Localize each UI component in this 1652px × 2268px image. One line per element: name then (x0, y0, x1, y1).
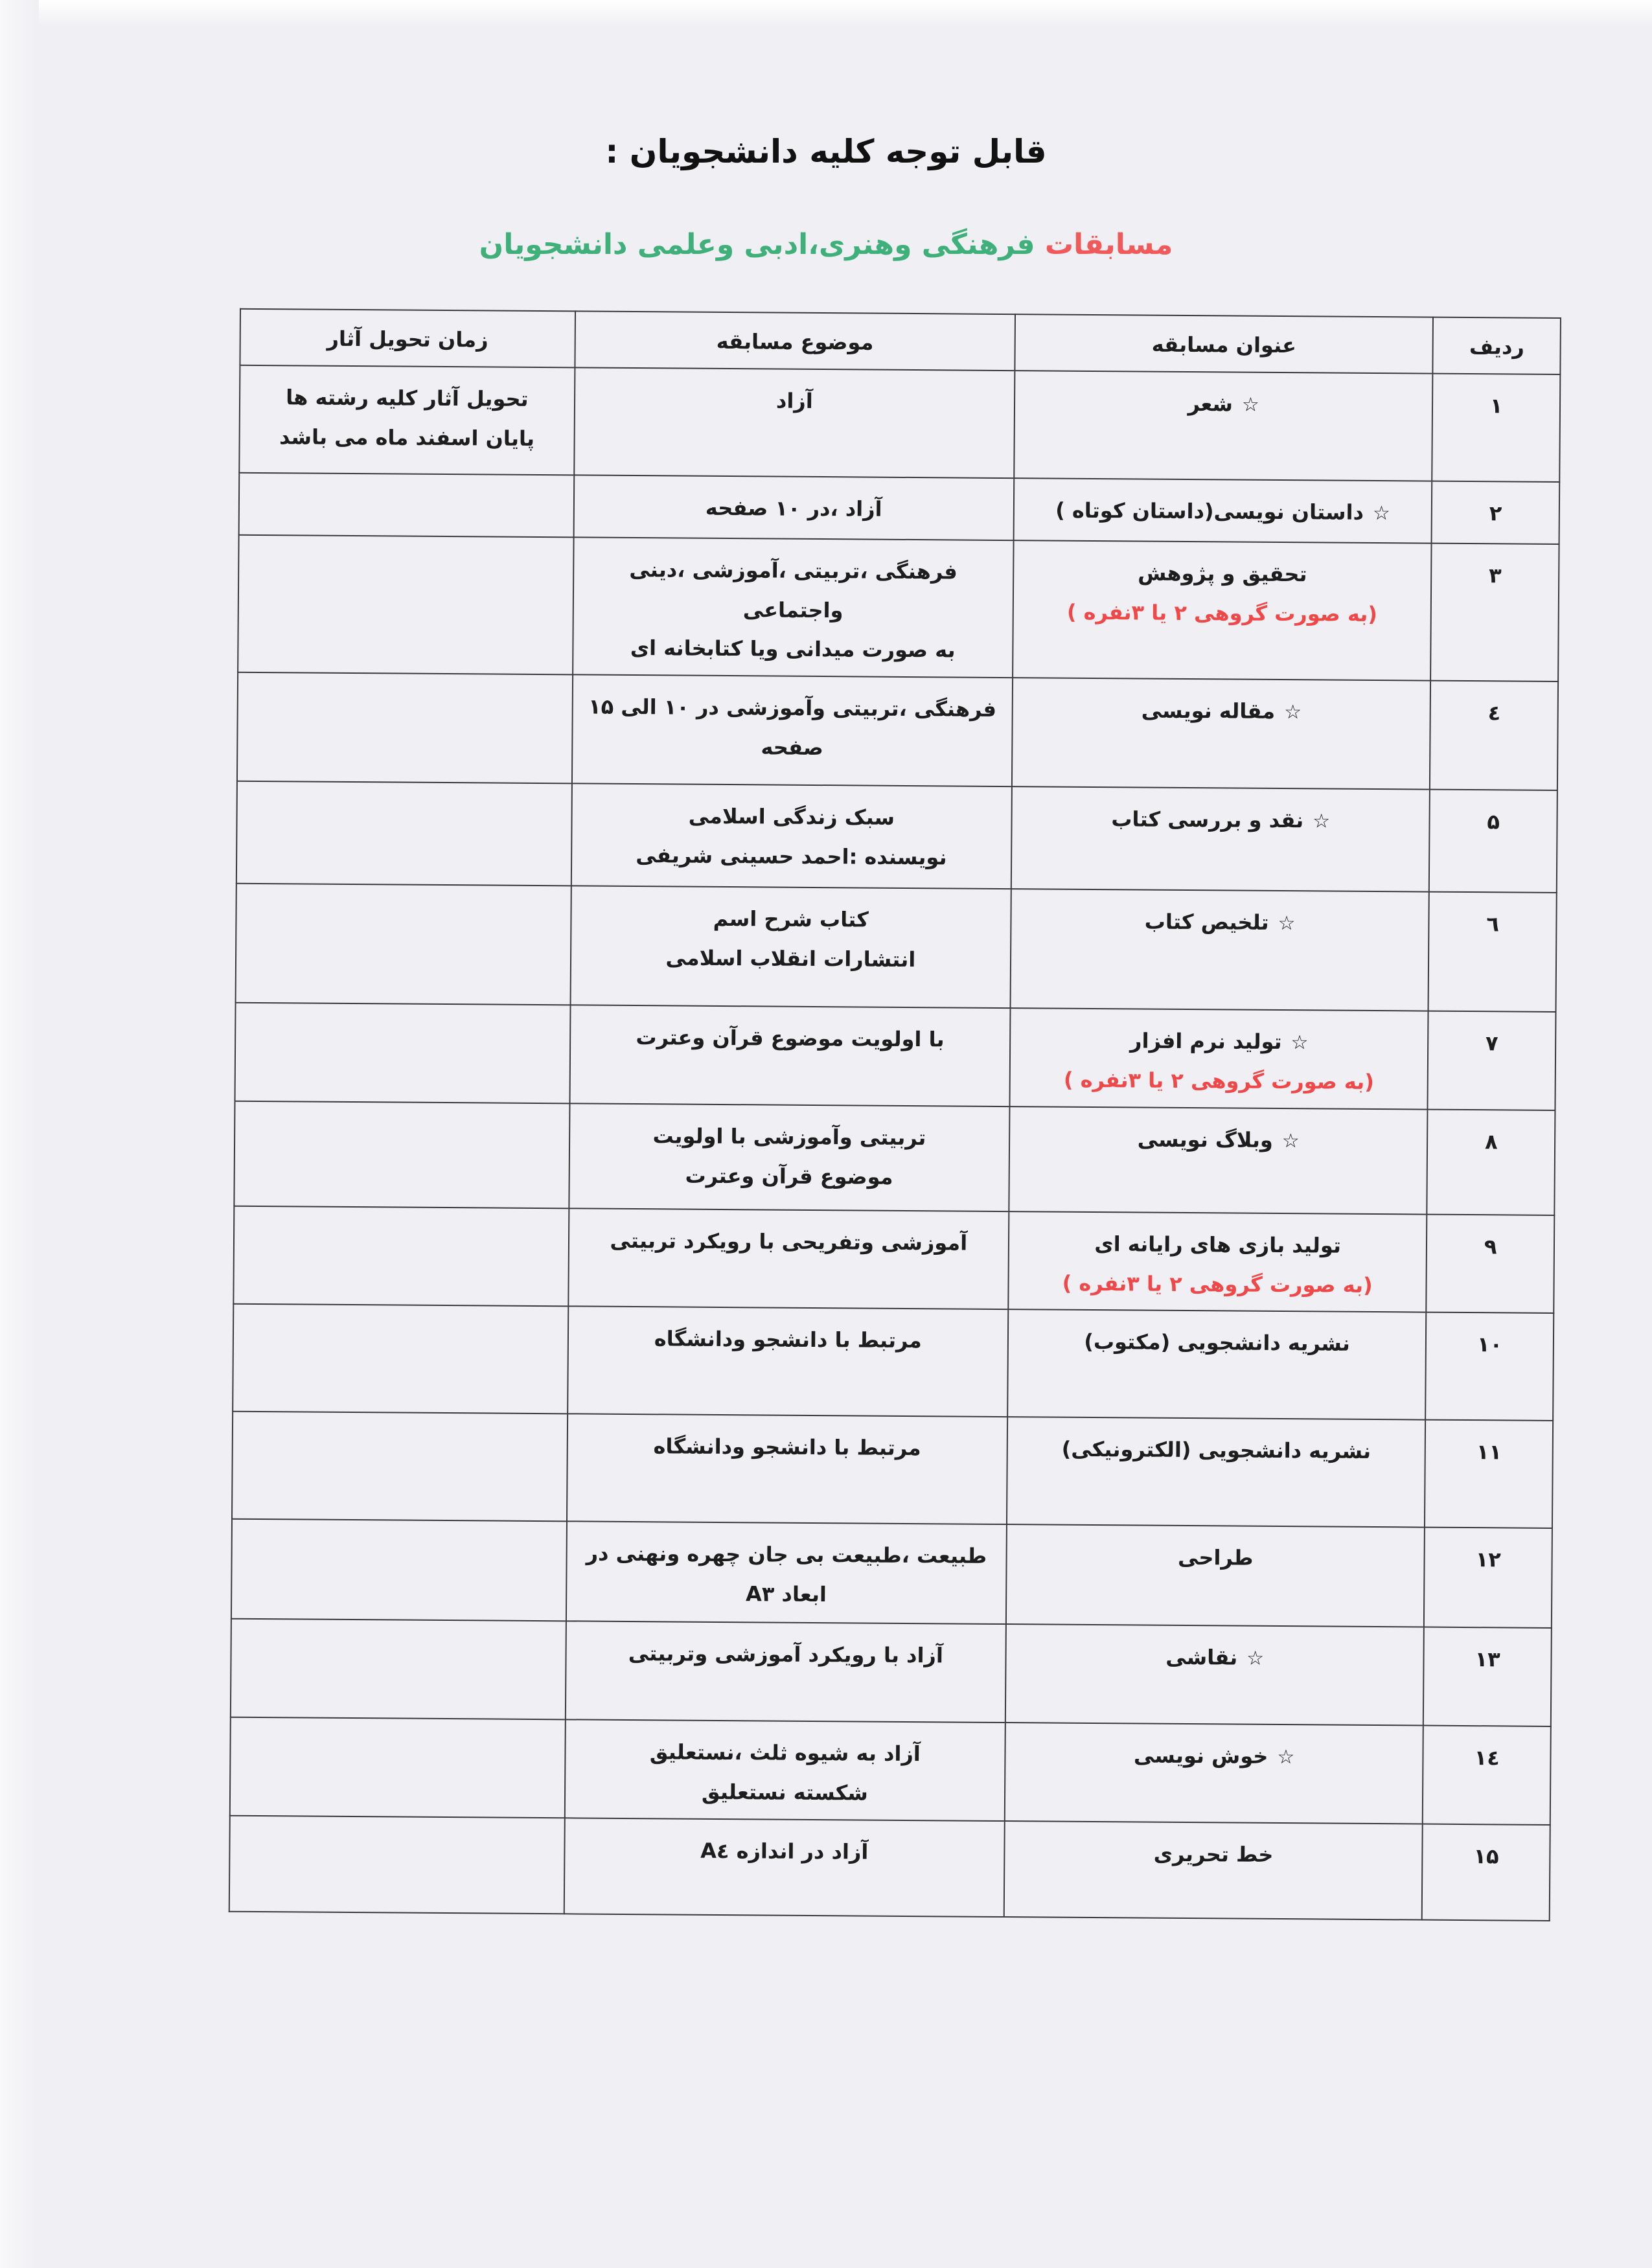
header-delivery: زمان تحویل آثار (240, 309, 575, 367)
delivery-cell (236, 781, 572, 886)
topic-line-2: صفحه (761, 735, 823, 761)
star-icon: ☆ (1281, 1129, 1300, 1152)
topic-line-1: آزاد در اندازه A٤ (700, 1838, 869, 1864)
contest-title-cell (1009, 1106, 1428, 1215)
contest-title-line (1014, 1833, 1413, 1875)
contest-title-cell (1009, 1008, 1428, 1109)
contest-title-cell (1008, 1211, 1427, 1312)
table-row (233, 1206, 1554, 1314)
contest-title-cell (1007, 1309, 1427, 1420)
contest-title: تحقیق و پژوهش (1138, 560, 1307, 587)
contest-title: نشریه دانشجویی (الکترونیکی) (1061, 1437, 1371, 1464)
star-icon: ☆ (1291, 1031, 1309, 1055)
group-note: (به صورت گروهی ۲ یا ۳نفره ) (1066, 599, 1378, 626)
topic-line-1: آزاد به شیوه ثلث ،نستعلیق (649, 1739, 921, 1767)
delivery-cell (229, 1816, 565, 1914)
delivery-cell (232, 1412, 568, 1522)
table-row (237, 672, 1558, 790)
row-number: ۱۲ (1424, 1528, 1552, 1628)
contest-topic-cell (570, 886, 1011, 1009)
contest-title: مقاله نویسی (1141, 698, 1276, 724)
page-heading: قابل توجه کلیه دانشجویان : (605, 133, 1047, 170)
header-topic: موضوع مسابقه (575, 311, 1015, 371)
delivery-cell (231, 1619, 566, 1720)
topic-line-1: مرتبط با دانشجو ودانشگاه (654, 1326, 922, 1353)
contest-title-line (1018, 1322, 1417, 1364)
topic-line-2: نویسنده :احمد حسینی شریفی (636, 843, 947, 870)
contest-table (229, 308, 1561, 1921)
table-row (236, 884, 1557, 1012)
contest-title: شعر (1187, 391, 1233, 417)
contest-title-cell (1014, 371, 1433, 481)
header-row-no: ردیف (1433, 317, 1561, 374)
contest-title-cell (1013, 540, 1432, 681)
star-icon: ☆ (1284, 701, 1302, 724)
table-row (233, 1304, 1554, 1421)
page-top-edge (0, 0, 1652, 26)
contest-title-cell (1004, 1821, 1423, 1920)
topic-line-1: آزاد با رویکرد آموزشی وتربیتی (628, 1641, 944, 1668)
topic-line-2: ابعاد A۳ (745, 1581, 827, 1607)
delivery-cell (231, 1519, 567, 1621)
delivery-cell (239, 473, 574, 538)
table-row (235, 1003, 1556, 1110)
contest-title: طراحی (1177, 1545, 1254, 1571)
delivery-cell (239, 365, 575, 475)
topic-line-1: با اولویت موضوع قرآن وعترت (636, 1025, 945, 1052)
contest-topic-cell (565, 1720, 1005, 1821)
contest-topic-cell (574, 367, 1015, 478)
contest-topic-cell (567, 1414, 1007, 1525)
contest-topic-cell (568, 1307, 1008, 1417)
contest-title: نشریه دانشجویی (مکتوب) (1084, 1329, 1351, 1357)
topic-line-1: آزاد (775, 388, 813, 413)
contest-title: داستان نویسی(داستان کوتاه ) (1055, 498, 1364, 525)
star-icon: ☆ (1277, 1746, 1295, 1769)
topic-line-2: موضوع قرآن وعترت (685, 1163, 893, 1189)
row-number: ۱۳ (1423, 1627, 1552, 1726)
contest-title: نقاشی (1165, 1645, 1238, 1670)
star-icon: ☆ (1278, 912, 1296, 935)
row-number: ۳ (1430, 543, 1559, 682)
contest-topic-cell (573, 475, 1014, 540)
delivery-note-line-1: تحویل آثار کلیه رشته ها (286, 385, 529, 411)
contest-title-line (1019, 1119, 1418, 1161)
contest-topic-cell (566, 1522, 1007, 1625)
row-number: ۱۵ (1422, 1824, 1550, 1921)
row-number: ۱۱ (1425, 1420, 1553, 1528)
contest-title-line (1024, 383, 1423, 425)
table-row (229, 1816, 1550, 1921)
row-number: ٦ (1428, 892, 1557, 1012)
topic-line-1: تربیتی وآموزشی با اولویت (652, 1123, 926, 1150)
topic-line-1: مرتبط با دانشجو ودانشگاه (653, 1434, 921, 1461)
contest-title-line (1022, 690, 1421, 732)
contest-title: خط تحریری (1153, 1841, 1274, 1867)
contest-title-line (1015, 1637, 1414, 1679)
contest-title-cell (1005, 1723, 1424, 1824)
delivery-cell (230, 1717, 566, 1818)
page-subheading (0, 228, 1652, 261)
contest-title-cell (1006, 1524, 1425, 1627)
star-icon: ☆ (1313, 810, 1331, 833)
contest-topic-cell (569, 1005, 1010, 1106)
group-note: (به صورت گروهی ۲ یا ۳نفره ) (1062, 1270, 1373, 1298)
contest-title: تولید بازی های رایانه ای (1094, 1231, 1342, 1258)
row-number: ۹ (1427, 1214, 1555, 1313)
row-number: ۱۰ (1426, 1312, 1554, 1421)
table-row (238, 535, 1559, 682)
topic-line-1: آزاد ،در ۱۰ صفحه (705, 495, 882, 521)
contest-title-cell (1013, 478, 1432, 544)
contest-title-line (1015, 1735, 1414, 1778)
contest-title-cell (1005, 1624, 1425, 1726)
contest-topic-cell (569, 1103, 1009, 1211)
topic-line-1: فرهنگی ،تربیتی ،آموزشی ،دینی واجتماعی (629, 556, 958, 623)
star-icon: ☆ (1372, 501, 1391, 525)
star-icon: ☆ (1241, 393, 1259, 417)
delivery-cell (237, 672, 573, 784)
row-number: ۵ (1429, 790, 1557, 893)
topic-line-1: آموزشی وتفریحی با رویکرد تربیتی (610, 1228, 968, 1255)
topic-line-2: شکسته نستعلیق (701, 1779, 868, 1805)
delivery-cell (233, 1304, 568, 1414)
table-row (230, 1717, 1551, 1825)
topic-line-1: فرهنگی ،تربیتی وآموزشی در ۱۰ الی ۱۵ (588, 694, 997, 722)
table-row (231, 1519, 1552, 1628)
contest-topic-cell (566, 1621, 1006, 1723)
contest-topic-cell (564, 1818, 1004, 1917)
row-number: ۷ (1428, 1011, 1556, 1110)
contest-title-line (1020, 1020, 1419, 1062)
contest-title-cell (1012, 678, 1431, 790)
contest-topic-cell (572, 675, 1013, 787)
subheading-green-part: فرهنگی وهنری،ادبی وعلمی دانشجویان (479, 228, 1035, 261)
row-number: ۸ (1427, 1109, 1555, 1215)
delivery-cell (234, 1101, 569, 1209)
contest-title: وبلاگ نویسی (1137, 1127, 1274, 1152)
contest-topic-cell (573, 537, 1014, 678)
group-note: (به صورت گروهی ۲ یا ۳نفره ) (1063, 1067, 1375, 1094)
star-icon: ☆ (1246, 1647, 1265, 1671)
subheading-red-part: مسابقات (1044, 228, 1173, 261)
table-row (239, 473, 1560, 544)
row-number: ٤ (1430, 681, 1558, 790)
topic-line-2: به صورت میدانی ویا کتابخانه ای (630, 636, 956, 663)
table-row (239, 365, 1560, 482)
contest-title-line (1021, 799, 1420, 841)
contest-title-line (1024, 490, 1423, 533)
contest-title-cell (1011, 786, 1430, 892)
topic-line-1: طبیعت ،طبیعت بی جان چهره ونهنی در (586, 1541, 987, 1569)
contest-title: خوش نویسی (1133, 1743, 1268, 1769)
contest-title-line (1016, 1537, 1415, 1579)
delivery-cell (235, 1003, 571, 1103)
table-header-row (240, 309, 1561, 374)
row-number: ۱٤ (1423, 1726, 1551, 1825)
delivery-note-line-2: پایان اسفند ماه می باشد (279, 424, 535, 451)
contest-topic-cell (568, 1208, 1009, 1309)
topic-line-1: کتاب شرح اسم (713, 906, 869, 932)
row-number: ۲ (1432, 481, 1559, 544)
delivery-cell (233, 1206, 569, 1307)
table-row (234, 1101, 1555, 1215)
table-body (229, 365, 1561, 1921)
topic-line-2: انتشارات انقلاب اسلامی (665, 945, 916, 972)
delivery-cell (236, 884, 571, 1005)
contest-topic-cell (571, 784, 1012, 889)
contest-title-line (1018, 1224, 1417, 1266)
page-left-edge (0, 0, 39, 2268)
row-number: ۱ (1432, 373, 1561, 481)
table-row (232, 1412, 1553, 1528)
header-title: عنوان مسابقه (1015, 314, 1433, 373)
contest-title-line (1020, 901, 1419, 943)
contest-title-cell (1007, 1417, 1426, 1528)
table-row (231, 1619, 1552, 1726)
topic-line-1: سبک زندگی اسلامی (688, 803, 895, 830)
contest-title: تلخیص کتاب (1144, 909, 1269, 935)
contest-title-line (1023, 553, 1422, 595)
table-row (236, 781, 1557, 893)
delivery-cell (238, 535, 573, 675)
contest-title-line (1016, 1430, 1416, 1472)
contest-title: تولید نرم افزار (1129, 1028, 1282, 1055)
contest-title-cell (1010, 889, 1429, 1011)
contest-title: نقد و بررسی کتاب (1111, 807, 1304, 833)
